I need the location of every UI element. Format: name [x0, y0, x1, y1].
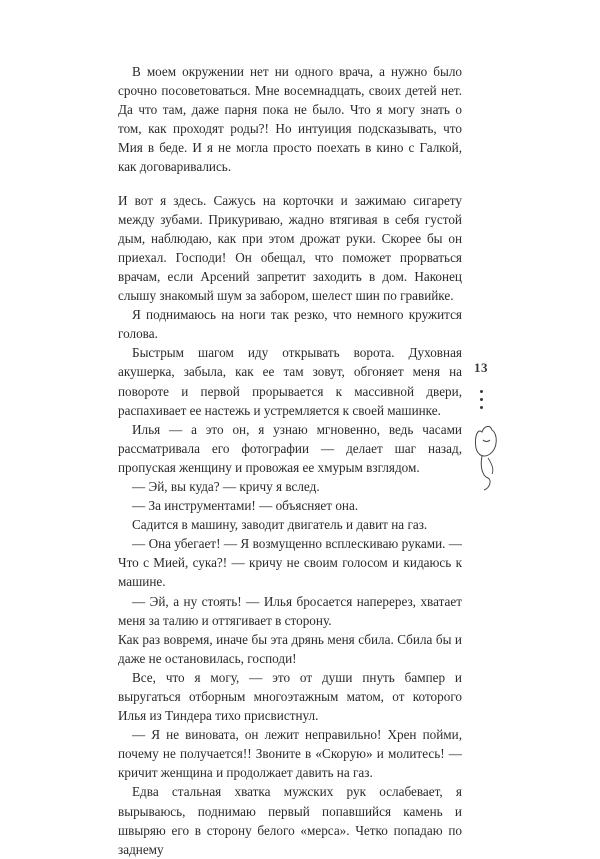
paragraph: Быстрым шагом иду открывать ворота. Духовная акушерка, забыла, как ее там зовут, обгоняет меня на повороте и первой прорывается к массивной двери, распахивает ее настежь и устремляется к своей машинке. [118, 345, 462, 418]
paragraph: — Эй, вы куда? — кричу я вслед. [132, 478, 320, 494]
cat-sketch-icon [466, 418, 506, 494]
paragraph: — Она убегает! — Я возмущенно всплескиваю руками. — Что с Мией, сука?! — кричу не своим голосом и кидаюсь к машине. [118, 536, 462, 590]
paragraph: Садится в машину, заводит двигатель и давит на газ. [132, 517, 428, 533]
paragraph: — Эй, а ну стоять! — Илья бросается наперерез, хватает меня за талию и оттягивает в сторону. [118, 593, 462, 628]
paragraph: И вот я здесь. Сажусь на корточки и зажимаю сигарету между зубами. Прикуриваю, жадно втягивая в себя густой дым, наблюдаю, как при этом дрожат руки. Скорее бы он приехал. Господи! Он обещал, что поможет прорваться врачам, если Арсений запретит заходить в дом. Наконец слышу знакомый шум за забором, шелест шин по гравийке. [118, 192, 462, 304]
paragraph: Илья — а это он, я узнаю мгновенно, ведь часами рассматривала его фотографии — делает шаг назад, пропуская женщину и провожая ее хмурым взглядом. [118, 421, 462, 475]
paragraph: — За инструментами! — объясняет она. [132, 498, 359, 514]
paragraph: — Я не виновата, он лежит неправильно! Хрен пойми, почему не получается!! Звоните в «Скорую» и молитесь! — кричит женщина и продолжает давить на газ. [118, 727, 462, 781]
paragraph: Как раз вовремя, иначе бы эта дрянь меня сбила. Сбила бы и даже не остановилась, господи! [118, 631, 462, 666]
paragraph: Едва стальная хватка мужских рук ослабевает, я вырываюсь, поднимаю первый попавшийся камень и швыряю его в сторону белого «мерса». Четко попадаю по заднему [118, 784, 462, 857]
paragraph: Я поднимаюсь на ноги так резко, что немного кружится голова. [118, 307, 462, 342]
page-number: 13 [474, 360, 488, 375]
page-body-text [118, 62, 462, 859]
page-dots-ornament [478, 390, 484, 414]
paragraph: В моем окружении нет ни одного врача, а нужно было срочно посоветоваться. Мне восемнадцать, своих детей нет. Да что там, даже парня пока не было. Что я могу знать о том, как проходят роды?! Но интуиция подсказывать, что Мия в беде. И я не могла просто поехать в кино с Галкой, как договаривались. [118, 64, 462, 175]
paragraph: Все, что я могу, — это от души пнуть бампер и выругаться отборным многоэтажным матом, от которого Илья из Тиндера тихо присвистнул. [118, 669, 462, 724]
